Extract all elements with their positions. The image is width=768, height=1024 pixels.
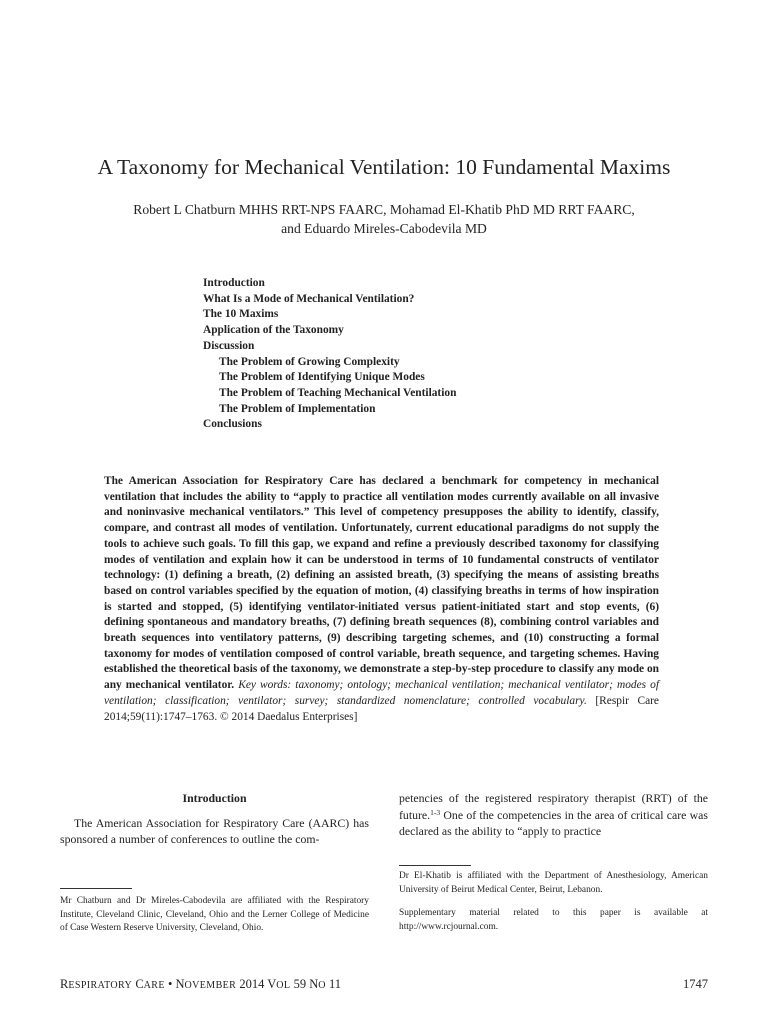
toc-subitem-identifying-unique-modes[interactable]: The Problem of Identifying Unique Modes	[219, 371, 425, 384]
left-column	[60, 790, 369, 848]
intro-paragraph-continued: petencies of the registered respiratory therapist (RRT) of the future.$^{1-3}$ One of the competencies in the area of critical care was declared as the ability to “apply to practice	[399, 791, 708, 838]
toc-item-introduction[interactable]: Introduction	[203, 277, 265, 289]
author-line-1: Robert L Chatburn MHHS RRT-NPS FAARC, Mohamad El-Khatib PhD MD RRT FAARC,	[133, 202, 635, 217]
toc-item-discussion[interactable]: Discussion	[203, 339, 255, 352]
section-heading-introduction: Introduction	[182, 791, 247, 805]
footnote-affiliation-right: Dr El-Khatib is affiliated with the Department of Anesthesiology, American University of Beirut Medical Center, Beirut, Lebanon.	[399, 871, 708, 895]
table-of-contents	[203, 276, 456, 433]
reference-superscript[interactable]: 1-3	[430, 807, 441, 817]
toc-subitem-implementation[interactable]: The Problem of Implementation	[219, 402, 376, 415]
intro-paragraph: The American Association for Respiratory Care (AARC) has sponsored a number of conferences to outline the com-	[60, 815, 369, 846]
footnote-rule-right	[399, 865, 471, 866]
toc-item-10-maxims[interactable]: The 10 Maxims	[203, 308, 279, 321]
footnote-supplementary: Supplementary material related to this paper is available at http://www.rcjournal.com.	[399, 908, 708, 932]
author-line-2: and Eduardo Mireles-Cabodevila MD	[281, 221, 487, 236]
toc-subitem-growing-complexity[interactable]: The Problem of Growing Complexity	[219, 355, 400, 368]
toc-subitem-teaching[interactable]: The Problem of Teaching Mechanical Ventilation	[219, 386, 457, 399]
abstract-keywords: Key words: taxonomy; ontology; mechanical ventilation; mechanical ventilator; modes of ventilation; classification; ventilator; survey; standardized nomenclature; controlled vocabulary.	[104, 679, 659, 707]
toc-item-conclusions[interactable]: Conclusions	[203, 418, 262, 431]
footnote-rule-left	[60, 888, 132, 889]
abstract-citation: [Respir Care 2014;59(11):1747–1763. © 2014 Daedalus Enterprises]	[104, 694, 659, 723]
right-column	[399, 790, 708, 840]
footnote-affiliation-left: Mr Chatburn and Dr Mireles-Cabodevila are affiliated with the Respiratory Institute, Cleveland Clinic, Cleveland, Ohio and the Lerner College of Medicine of Case Western Reserve University, Cleveland, Ohio.	[60, 896, 369, 934]
abstract	[104, 474, 659, 725]
toc-item-application[interactable]: Application of the Taxonomy	[203, 324, 344, 337]
page-number: 1747	[683, 977, 708, 991]
author-list	[60, 200, 708, 238]
journal-footer: RESPIRATORY CARE • NOVEMBER 2014 VOL 59 NO 11	[60, 977, 342, 991]
abstract-body: The American Association for Respiratory Care has declared a benchmark for competency in mechanical ventilation that includes the ability to “apply to practice all ventilation modes currently available on all invasive and noninvasive mechanical ventilators.” This level of competency presupposes the ability to identify, classify, compare, and contrast all modes of ventilation. Unfortunately, current educational paradigms do not supply the tools to achieve such goals. To fill this gap, we expand and refine a previously described taxonomy for classifying modes of ventilation and explain how it can be understood in terms of 10 fundamental constructs of ventilator technology: (1) defining a breath, (2) defining an assisted breath, (3) specifying the means of assisting breaths based on control variables specified by the equation of motion, (4) classifying breaths in terms of how inspiration is started and stopped, (5) identifying ventilator-initiated versus patient-initiated start and stop events, (6) defining spontaneous and mandatory breaths, (7) defining breath sequences (8), combining control variables and breath sequences into ventilatory patterns, (9) describing targeting schemes, and (10) constructing a formal taxonomy for modes of ventilation composed of control variable, breath sequence, and targeting schemes. Having established the theoretical basis of the taxonomy, we demonstrate a step-by-step procedure to classify any mode on any mechanical ventilator.	[104, 475, 659, 692]
article-title: A Taxonomy for Mechanical Ventilation: 10 Fundamental Maxims	[97, 155, 671, 179]
toc-item-what-is-a-mode[interactable]: What Is a Mode of Mechanical Ventilation?	[203, 292, 415, 305]
